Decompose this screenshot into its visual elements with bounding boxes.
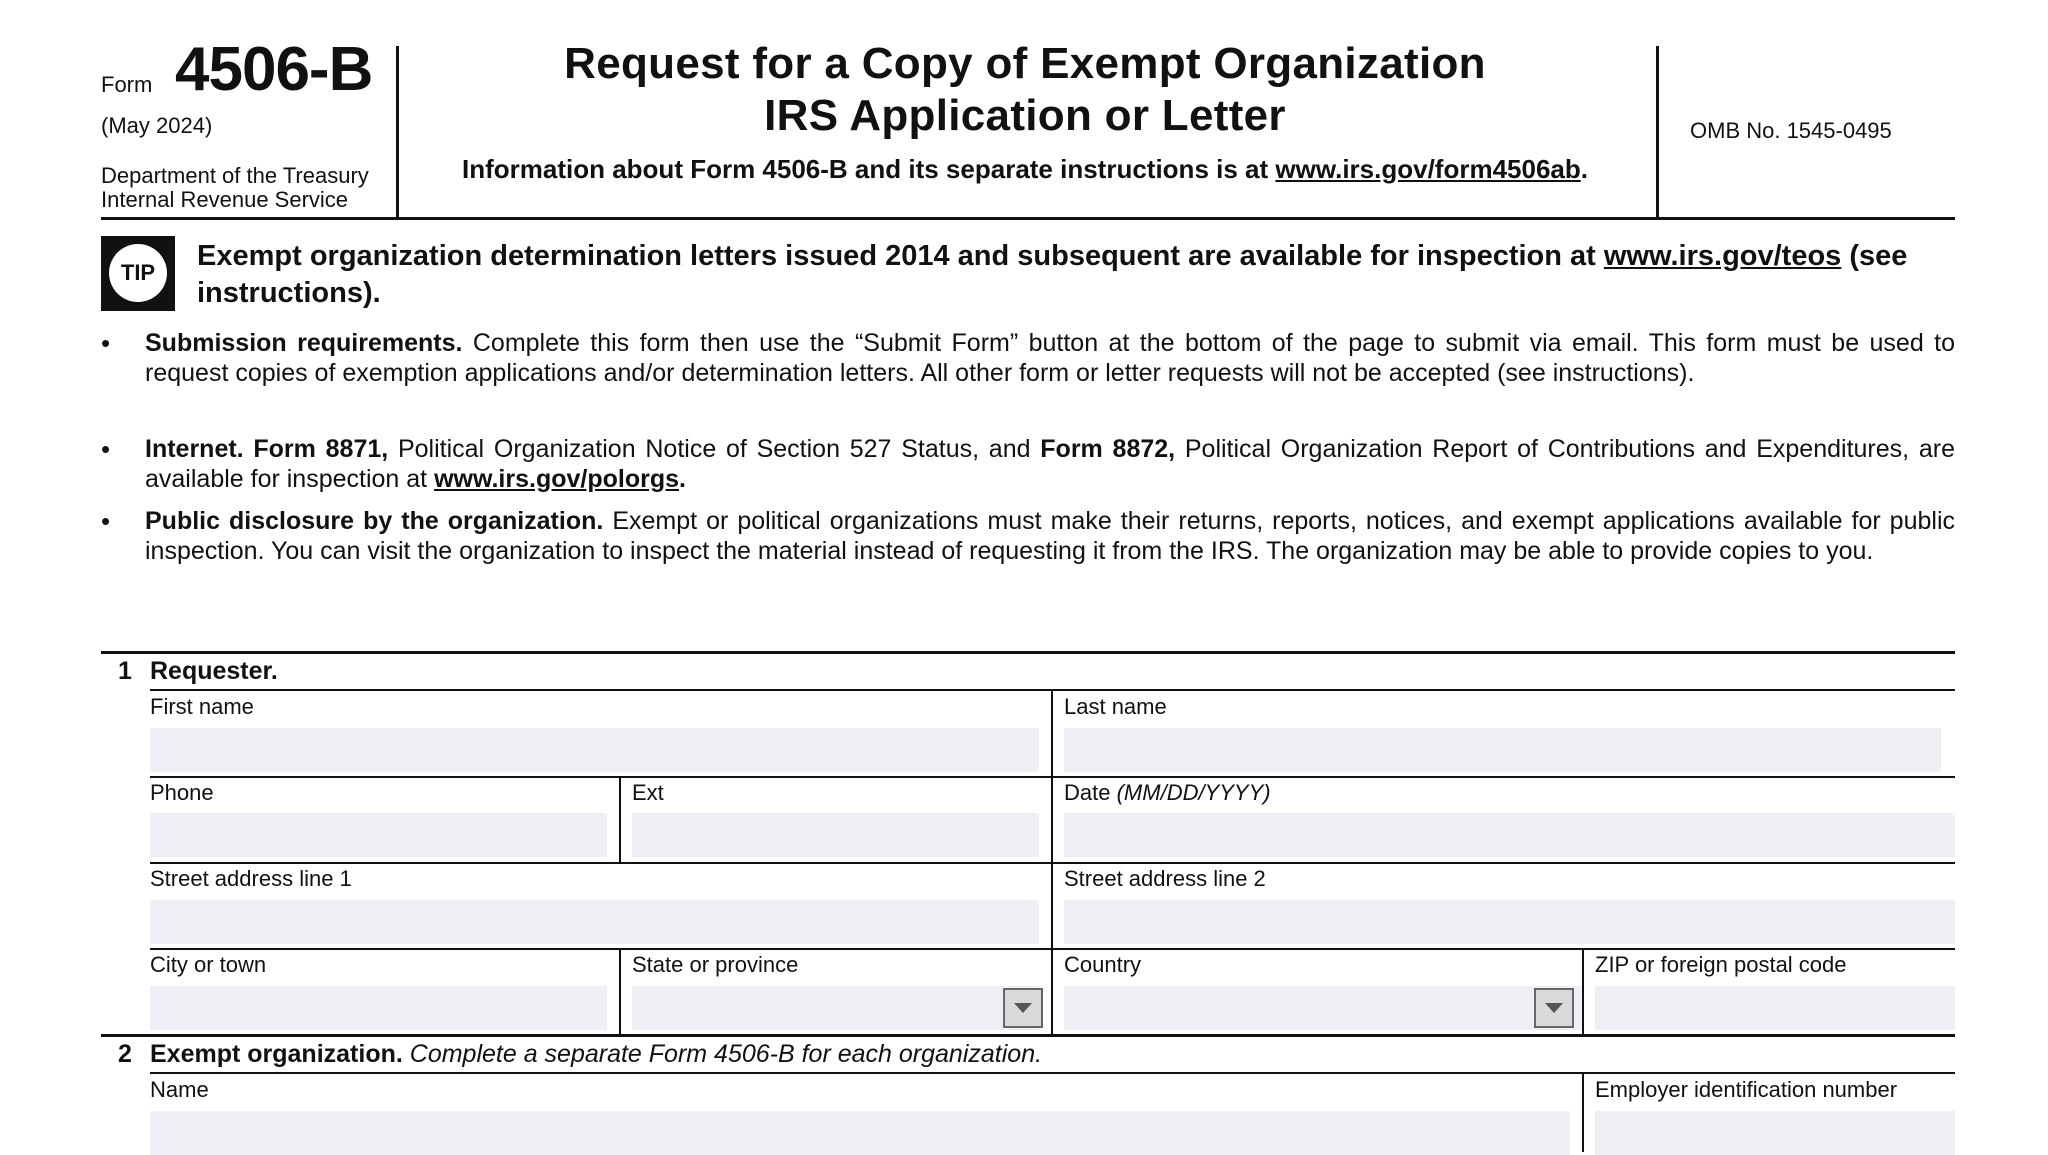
street-address-1-label: Street address line 1 xyxy=(150,866,352,891)
city-input[interactable] xyxy=(150,986,607,1030)
bullet-heading-2: Form 8872, xyxy=(1040,435,1176,463)
section-1-title: Requester. xyxy=(150,657,278,685)
form-title-line-2: IRS Application or Letter xyxy=(764,91,1286,140)
bullet-public-disclosure xyxy=(101,506,1955,566)
bullet-marker: • xyxy=(101,434,111,464)
form-instructions-link[interactable]: www.irs.gov/form4506ab xyxy=(1275,154,1581,184)
section-2-title xyxy=(150,1040,1042,1069)
state-label: State or province xyxy=(632,952,799,977)
bullet-text xyxy=(145,328,1955,388)
date-label-text: Date xyxy=(1064,780,1111,805)
ein-input[interactable] xyxy=(1595,1111,1955,1155)
date-format-hint: (MM/DD/YYYY) xyxy=(1116,780,1271,805)
ext-input[interactable] xyxy=(632,813,1039,857)
info-end: . xyxy=(1580,154,1588,184)
instructions-info xyxy=(400,154,1650,185)
phone-label: Phone xyxy=(150,780,214,805)
country-label: Country xyxy=(1064,952,1142,977)
section-1-number: 1 xyxy=(118,657,132,685)
date-input[interactable] xyxy=(1064,813,1955,857)
header-rule xyxy=(101,217,1955,220)
department-line-2: Internal Revenue Service xyxy=(101,187,349,212)
row-rule xyxy=(150,1072,1955,1074)
header-divider-left xyxy=(396,46,399,218)
last-name-input[interactable] xyxy=(1064,728,1941,772)
ein-label: Employer identification number xyxy=(1595,1077,1898,1102)
form-title-block xyxy=(400,38,1650,185)
state-dropdown-button[interactable] xyxy=(1003,988,1043,1028)
bullet-marker: • xyxy=(101,506,111,536)
chevron-down-icon xyxy=(1014,1003,1032,1013)
row-rule xyxy=(150,776,1955,778)
bullet-marker: • xyxy=(101,328,111,358)
bullet-text xyxy=(145,506,1955,566)
section-1-rule xyxy=(101,651,1955,654)
row-rule xyxy=(150,862,1955,864)
tip-text xyxy=(197,238,1955,312)
bullet-body-2: Political Organization Report of Contributions and Expenditures, are available for inspection at xyxy=(145,435,1955,493)
bullet-heading: Public disclosure by the organization. xyxy=(145,507,604,535)
teos-link[interactable]: www.irs.gov/teos xyxy=(1603,240,1842,272)
chevron-down-icon xyxy=(1545,1003,1563,1013)
column-divider xyxy=(619,948,621,1035)
last-name-label: Last name xyxy=(1064,694,1167,719)
street-address-1-input[interactable] xyxy=(150,900,1039,944)
bullet-body: Political Organization Notice of Section 527 Status, and xyxy=(388,435,1041,463)
bullet-body: Complete this form then use the “Submit Form” button at the bottom of the page to submit via email. This form must be used to request copies of exemption applications and/or determination letters. All other form or letter requests will not be accepted (see instructions). xyxy=(145,329,1955,387)
omb-number: OMB No. 1545-0495 xyxy=(1690,118,1892,143)
bullet-internet xyxy=(101,434,1955,494)
section-2-subtitle: Complete a separate Form 4506-B for each organization. xyxy=(402,1040,1043,1068)
state-select[interactable] xyxy=(632,986,1039,1030)
org-name-input[interactable] xyxy=(150,1111,1570,1155)
form-title-line-1: Request for a Copy of Exempt Organization xyxy=(564,39,1486,88)
info-text: Information about Form 4506-B and its separate instructions is at xyxy=(462,154,1276,184)
country-select[interactable] xyxy=(1064,986,1582,1030)
city-label: City or town xyxy=(150,952,267,977)
bullet-end: . xyxy=(679,465,686,493)
zip-label: ZIP or foreign postal code xyxy=(1595,952,1847,977)
department xyxy=(101,164,369,212)
form-number: 4506-B xyxy=(175,35,373,104)
org-name-label: Name xyxy=(150,1077,209,1102)
tip-body: Exempt organization determination letters issued 2014 and subsequent are available for inspection at xyxy=(197,240,1604,272)
column-divider xyxy=(619,776,621,862)
bullet-submission xyxy=(101,328,1955,388)
bullet-heading: Internet. Form 8871, xyxy=(145,435,389,463)
zip-input[interactable] xyxy=(1595,986,1955,1030)
street-address-2-input[interactable] xyxy=(1064,900,1955,944)
bullet-text xyxy=(145,434,1955,494)
date-label xyxy=(1064,780,1271,806)
section-2-heading: Exempt organization. xyxy=(150,1040,403,1068)
polorgs-link[interactable]: www.irs.gov/polorgs xyxy=(434,465,679,493)
first-name-input[interactable] xyxy=(150,728,1039,772)
street-address-2-label: Street address line 2 xyxy=(1064,866,1266,891)
tip-badge xyxy=(101,236,175,311)
section-2-rule xyxy=(101,1034,1955,1037)
column-divider xyxy=(1582,948,1584,1035)
phone-input[interactable] xyxy=(150,813,607,857)
header-divider-right xyxy=(1656,46,1659,218)
bullet-heading: Submission requirements. xyxy=(145,329,463,357)
country-dropdown-button[interactable] xyxy=(1534,988,1574,1028)
department-line-1: Department of the Treasury xyxy=(101,163,369,188)
revision-date: (May 2024) xyxy=(101,113,213,138)
first-name-label: First name xyxy=(150,694,254,719)
row-rule xyxy=(150,948,1955,950)
column-divider xyxy=(1582,1072,1584,1152)
bullet-body: Exempt or political organizations must make their returns, reports, notices, and exempt applications available for public inspection. You can visit the organization to inspect the material instead of requesting it from the IRS. The organization may be able to provide copies to you. xyxy=(145,507,1956,565)
tip-end: (see instructions). xyxy=(197,240,1908,309)
ext-label: Ext xyxy=(632,780,664,805)
tip-icon: TIP xyxy=(109,244,167,302)
form-word: Form xyxy=(101,72,153,97)
section-2-number: 2 xyxy=(118,1040,132,1068)
